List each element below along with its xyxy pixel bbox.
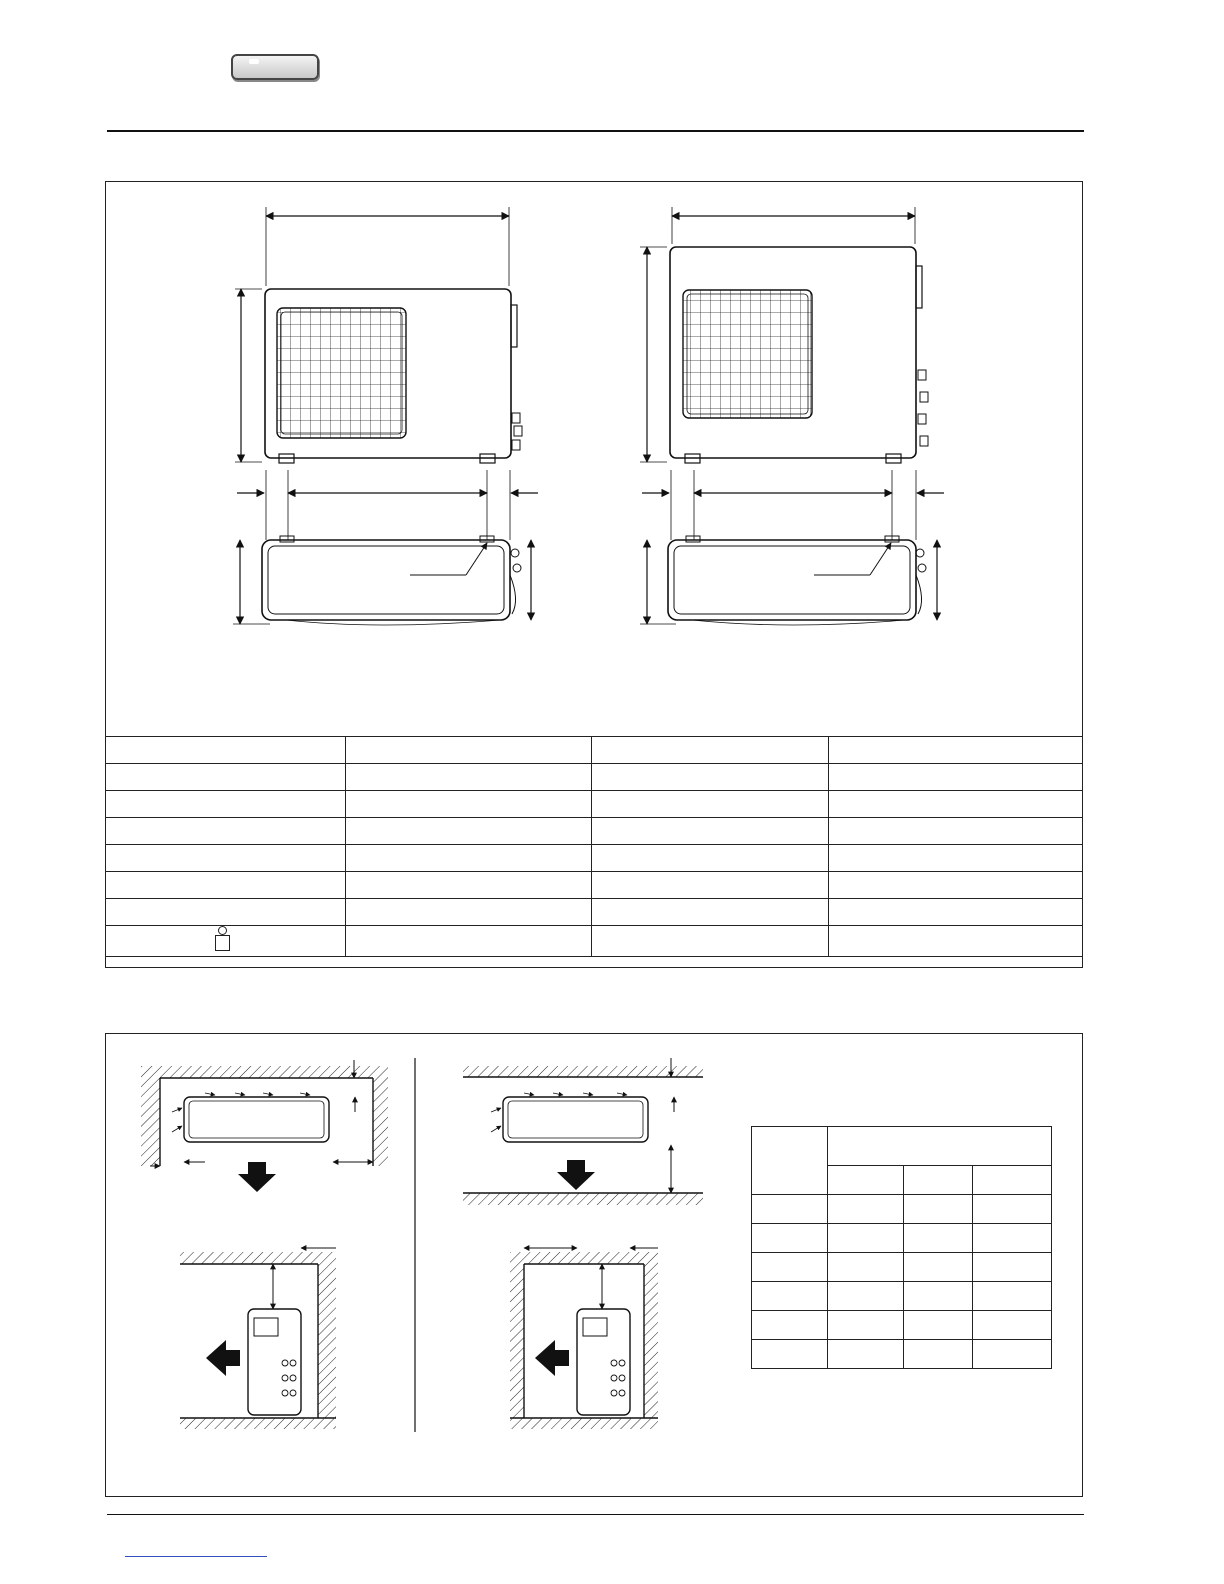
outdoor-unit-dimension-drawings [0,0,1224,740]
table-cell [829,818,1083,845]
outdoor-unit-top-icon [233,536,531,625]
table-subheader [904,1166,973,1195]
table-cell [828,1282,904,1311]
table-cell [973,1282,1052,1311]
table-cell [592,737,829,764]
table-header [828,1127,1052,1166]
table-cell [973,1253,1052,1282]
table-cell [592,791,829,818]
table-cell [592,764,829,791]
table-cell [346,845,592,872]
table-cell [752,1340,828,1369]
table-row [106,737,1083,764]
table-cell [106,818,346,845]
table-cell [592,899,829,926]
table-row [752,1282,1052,1311]
clearance-top-view-open [463,1058,703,1205]
table-cell [592,926,829,957]
table-cell [752,1195,828,1224]
table-cell [592,872,829,899]
table-cell [904,1253,973,1282]
table-cell [904,1340,973,1369]
table-cell [752,1253,828,1282]
table-cell [828,1224,904,1253]
table-cell [829,899,1083,926]
table-row [106,899,1083,926]
table-subheader [828,1166,904,1195]
table-row [106,845,1083,872]
table-cell [752,1282,828,1311]
table-row [752,1340,1052,1369]
footer-rule [107,1514,1084,1515]
table-cell [106,791,346,818]
table-cell [904,1282,973,1311]
footer-link[interactable] [125,1556,267,1557]
table-row [106,764,1083,791]
table-cell [346,791,592,818]
table-cell [829,791,1083,818]
table-cell [829,872,1083,899]
table-cell [346,899,592,926]
table-row [106,818,1083,845]
clearance-side-view-right-wall [180,1248,336,1429]
table-cell [346,737,592,764]
table-cell [346,872,592,899]
table-cell [829,845,1083,872]
table-cell [828,1195,904,1224]
table-cell [592,818,829,845]
table-cell [973,1311,1052,1340]
table-cell [904,1224,973,1253]
table-row [752,1253,1052,1282]
table-row [752,1224,1052,1253]
table-cell [973,1195,1052,1224]
table-cell [346,818,592,845]
table-cell [904,1195,973,1224]
table-row [752,1195,1052,1224]
table-row [752,1311,1052,1340]
table-cell [829,737,1083,764]
table-row [106,872,1083,899]
table-cell [592,845,829,872]
table-cell [829,764,1083,791]
table-cell [752,1127,828,1195]
airflow-arrow-icon [535,1340,569,1376]
airflow-arrow-icon [206,1340,240,1376]
table-cell [904,1311,973,1340]
table-cell [829,926,1083,957]
table-cell [973,1340,1052,1369]
table-row [106,926,1083,957]
airflow-arrow-icon [557,1160,595,1190]
table-cell [106,899,346,926]
table-cell [973,1224,1052,1253]
table-cell [828,1340,904,1369]
table-cell [106,872,346,899]
table-cell [106,845,346,872]
table-cell [828,1311,904,1340]
outdoor-unit-front-icon [640,207,944,540]
table-subheader [973,1166,1052,1195]
weight-cell [106,926,346,957]
table-cell [752,1224,828,1253]
table-cell [346,764,592,791]
table-cell [346,926,592,957]
outdoor-unit-top-icon [640,536,937,625]
table-row [752,1127,1052,1166]
dimension-table [105,736,1083,957]
clearance-table [751,1126,1052,1369]
outdoor-unit-front-icon [235,207,538,540]
table-cell [828,1253,904,1282]
table-cell [106,764,346,791]
table-cell [106,737,346,764]
table-cell [752,1311,828,1340]
clearance-side-view-enclosed [510,1248,658,1429]
airflow-arrow-icon [238,1162,276,1192]
table-row [106,791,1083,818]
weight-icon [215,935,230,951]
clearance-top-view-enclosed [141,1060,388,1192]
